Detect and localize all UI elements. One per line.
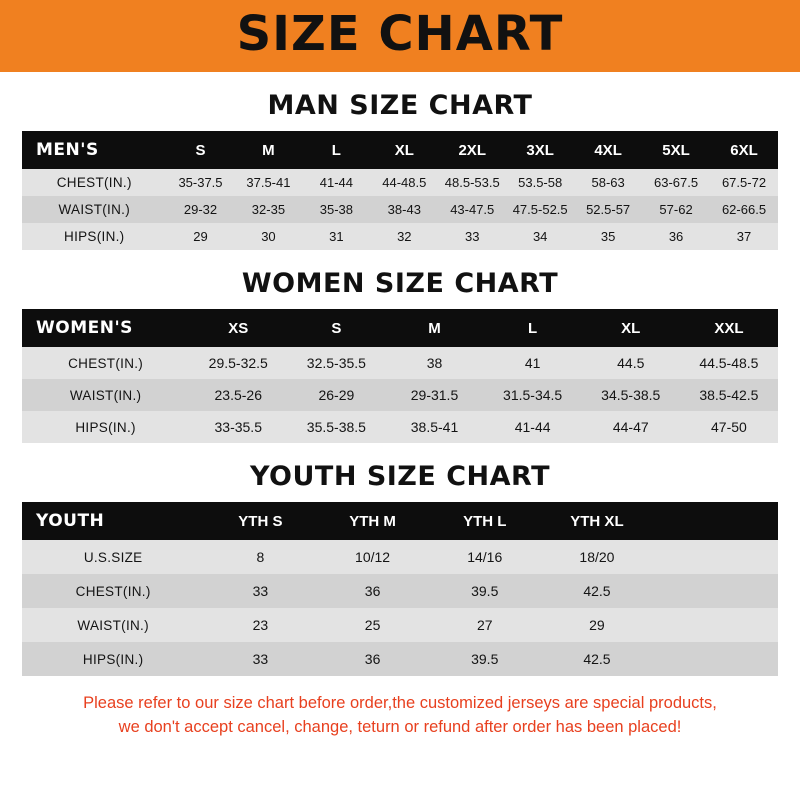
- women-r0-c0: CHEST(IN.): [22, 347, 189, 379]
- table-row: [22, 540, 778, 574]
- men-r1-c8: 57-62: [642, 196, 710, 223]
- women-header-cell-5: XL: [582, 309, 680, 347]
- content-area: [0, 90, 800, 740]
- women-header-cell-1: XS: [189, 309, 287, 347]
- men-r2-c3: 31: [302, 223, 370, 250]
- men-r1-c5: 43-47.5: [438, 196, 506, 223]
- women-r1-c3: 29-31.5: [385, 379, 483, 411]
- youth-table-header: [22, 502, 778, 540]
- youth-r0-c4: 18/20: [541, 540, 653, 574]
- men-r2-c0: HIPS(IN.): [22, 223, 167, 250]
- women-r0-c5: 44.5: [582, 347, 680, 379]
- men-r0-c8: 63-67.5: [642, 169, 710, 196]
- men-r1-c4: 38-43: [370, 196, 438, 223]
- men-r0-c2: 37.5-41: [234, 169, 302, 196]
- men-r0-c0: CHEST(IN.): [22, 169, 167, 196]
- youth-size-table: [22, 502, 778, 676]
- table-row: [22, 379, 778, 411]
- table-row: [22, 196, 778, 223]
- women-r0-c1: 29.5-32.5: [189, 347, 287, 379]
- table-row: [22, 347, 778, 379]
- men-r1-c6: 47.5-52.5: [506, 196, 574, 223]
- youth-r3-spacer: [653, 642, 778, 676]
- youth-header-cell-3: YTH L: [429, 502, 541, 540]
- table-row: [22, 169, 778, 196]
- women-header-cell-3: M: [385, 309, 483, 347]
- men-r1-c2: 32-35: [234, 196, 302, 223]
- youth-r2-c0: WAIST(IN.): [22, 608, 204, 642]
- youth-header-spacer: [653, 502, 778, 540]
- youth-header-cell-1: YTH S: [204, 502, 316, 540]
- youth-r0-spacer: [653, 540, 778, 574]
- women-r1-c6: 38.5-42.5: [680, 379, 778, 411]
- youth-r0-c3: 14/16: [429, 540, 541, 574]
- women-r2-c5: 44-47: [582, 411, 680, 443]
- men-header-cell-9: 6XL: [710, 131, 778, 169]
- women-r2-c1: 33-35.5: [189, 411, 287, 443]
- men-r0-c1: 35-37.5: [167, 169, 235, 196]
- page-title: SIZE CHART: [236, 6, 564, 62]
- men-r2-c6: 34: [506, 223, 574, 250]
- women-r1-c1: 23.5-26: [189, 379, 287, 411]
- men-r1-c9: 62-66.5: [710, 196, 778, 223]
- table-row: [22, 608, 778, 642]
- men-header-cell-1: S: [167, 131, 235, 169]
- youth-r2-c3: 27: [429, 608, 541, 642]
- youth-r3-c0: HIPS(IN.): [22, 642, 204, 676]
- men-header-cell-6: 3XL: [506, 131, 574, 169]
- youth-r1-spacer: [653, 574, 778, 608]
- men-header-cell-5: 2XL: [438, 131, 506, 169]
- youth-r1-c3: 39.5: [429, 574, 541, 608]
- men-size-table: [22, 131, 778, 250]
- men-r0-c3: 41-44: [302, 169, 370, 196]
- youth-section-title: YOUTH SIZE CHART: [249, 461, 551, 492]
- header-banner: [0, 0, 800, 72]
- women-r2-c3: 38.5-41: [385, 411, 483, 443]
- women-r0-c4: 41: [484, 347, 582, 379]
- men-header-cell-4: XL: [370, 131, 438, 169]
- women-section-title: WOMEN SIZE CHART: [241, 268, 559, 299]
- men-header-cell-7: 4XL: [574, 131, 642, 169]
- women-r2-c2: 35.5-38.5: [287, 411, 385, 443]
- table-row: [22, 411, 778, 443]
- women-r2-c0: HIPS(IN.): [22, 411, 189, 443]
- youth-r3-c2: 36: [316, 642, 428, 676]
- table-header-row: [22, 131, 778, 169]
- men-r1-c7: 52.5-57: [574, 196, 642, 223]
- men-r2-c9: 37: [710, 223, 778, 250]
- youth-header-cell-0: YOUTH: [22, 502, 204, 540]
- youth-r1-c1: 33: [204, 574, 316, 608]
- women-r0-c6: 44.5-48.5: [680, 347, 778, 379]
- women-r1-c5: 34.5-38.5: [582, 379, 680, 411]
- youth-r2-c4: 29: [541, 608, 653, 642]
- men-r2-c2: 30: [234, 223, 302, 250]
- women-r0-c2: 32.5-35.5: [287, 347, 385, 379]
- men-r2-c5: 33: [438, 223, 506, 250]
- women-r1-c2: 26-29: [287, 379, 385, 411]
- men-r0-c4: 44-48.5: [370, 169, 438, 196]
- youth-header-cell-4: YTH XL: [541, 502, 653, 540]
- men-table-header: [22, 131, 778, 169]
- women-table-header: [22, 309, 778, 347]
- youth-r2-c1: 23: [204, 608, 316, 642]
- youth-header-cell-2: YTH M: [316, 502, 428, 540]
- youth-r0-c2: 10/12: [316, 540, 428, 574]
- youth-r1-c0: CHEST(IN.): [22, 574, 204, 608]
- youth-table-body: [22, 540, 778, 676]
- women-header-cell-0: WOMEN'S: [22, 309, 189, 347]
- women-r1-c0: WAIST(IN.): [22, 379, 189, 411]
- women-size-table: [22, 309, 778, 443]
- women-r2-c6: 47-50: [680, 411, 778, 443]
- youth-r2-c2: 25: [316, 608, 428, 642]
- women-table-body: [22, 347, 778, 443]
- table-row: [22, 223, 778, 250]
- youth-r3-c3: 39.5: [429, 642, 541, 676]
- men-r2-c8: 36: [642, 223, 710, 250]
- youth-r2-spacer: [653, 608, 778, 642]
- men-header-cell-3: L: [302, 131, 370, 169]
- men-r0-c6: 53.5-58: [506, 169, 574, 196]
- youth-r1-c2: 36: [316, 574, 428, 608]
- women-header-cell-4: L: [484, 309, 582, 347]
- women-r0-c3: 38: [385, 347, 483, 379]
- footer-note-line-1: Please refer to our size chart before order,the customized jerseys are special products,: [83, 694, 717, 712]
- table-header-row: [22, 502, 778, 540]
- footer-note-line-2: we don't accept cancel, change, teturn or refund after order has been placed!: [118, 717, 682, 736]
- women-r1-c4: 31.5-34.5: [484, 379, 582, 411]
- men-section-title: MAN SIZE CHART: [267, 90, 533, 121]
- men-r0-c7: 58-63: [574, 169, 642, 196]
- table-header-row: [22, 309, 778, 347]
- youth-r0-c1: 8: [204, 540, 316, 574]
- men-table-body: [22, 169, 778, 250]
- men-r1-c0: WAIST(IN.): [22, 196, 167, 223]
- men-header-cell-2: M: [234, 131, 302, 169]
- men-r2-c1: 29: [167, 223, 235, 250]
- women-header-cell-2: S: [287, 309, 385, 347]
- men-r2-c7: 35: [574, 223, 642, 250]
- men-r1-c3: 35-38: [302, 196, 370, 223]
- youth-r3-c4: 42.5: [541, 642, 653, 676]
- men-header-cell-8: 5XL: [642, 131, 710, 169]
- women-header-cell-6: XXL: [680, 309, 778, 347]
- footer-note: [22, 692, 778, 740]
- men-header-cell-0: MEN'S: [22, 131, 167, 169]
- men-r0-c5: 48.5-53.5: [438, 169, 506, 196]
- youth-r3-c1: 33: [204, 642, 316, 676]
- men-r1-c1: 29-32: [167, 196, 235, 223]
- men-r0-c9: 67.5-72: [710, 169, 778, 196]
- table-row: [22, 642, 778, 676]
- table-row: [22, 574, 778, 608]
- women-r2-c4: 41-44: [484, 411, 582, 443]
- men-r2-c4: 32: [370, 223, 438, 250]
- youth-r0-c0: U.S.SIZE: [22, 540, 204, 574]
- youth-r1-c4: 42.5: [541, 574, 653, 608]
